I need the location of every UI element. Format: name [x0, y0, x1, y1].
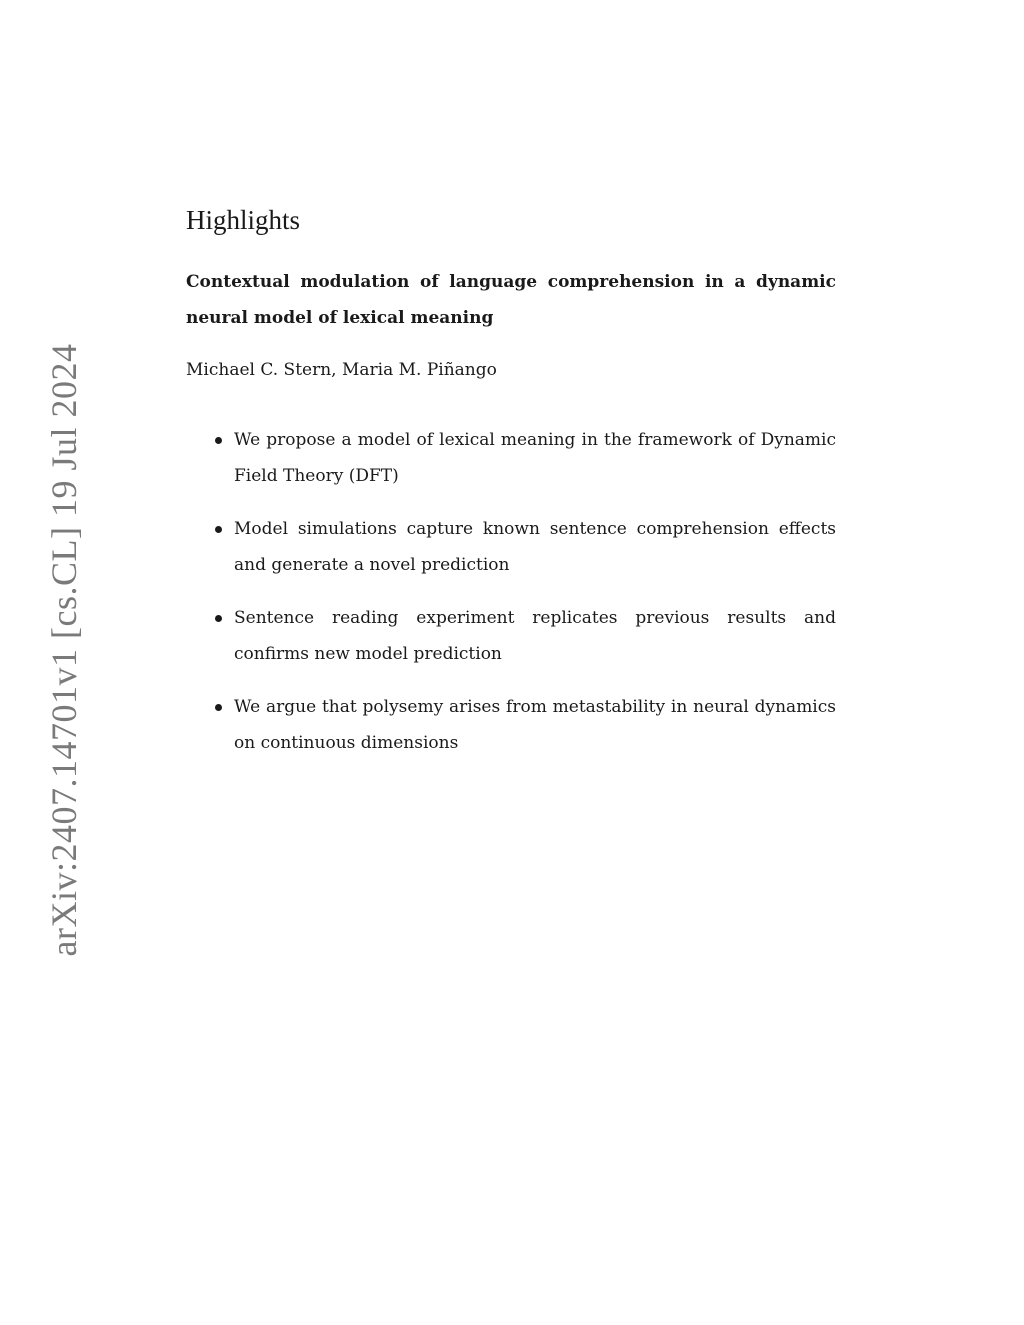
section-heading: Highlights — [186, 205, 301, 235]
highlight-text: We propose a model of lexical meaning in the framework of Dynamic Field Theory (DFT) — [234, 430, 836, 486]
author-list: Michael C. Stern, Maria M. Piñango — [186, 360, 497, 380]
bullet-icon — [215, 526, 222, 533]
bullet-icon — [215, 615, 222, 622]
highlight-item — [186, 422, 836, 494]
highlights-page — [186, 200, 836, 778]
highlights-list — [186, 422, 836, 761]
highlight-item — [186, 511, 836, 583]
highlight-text: Sentence reading experiment replicates previous results and confirms new model prediction — [234, 608, 836, 664]
highlight-item — [186, 689, 836, 761]
bullet-icon — [215, 704, 222, 711]
highlight-item — [186, 600, 836, 672]
paper-title: Contextual modulation of language comprehension in a dynamic neural model of lexical meaning — [186, 272, 836, 328]
arxiv-identifier-stamp: arXiv:2407.14701v1 [cs.CL] 19 Jul 2024 — [44, 343, 84, 957]
bullet-icon — [215, 437, 222, 444]
highlight-text: We argue that polysemy arises from metastability in neural dynamics on continuous dimensions — [234, 697, 836, 753]
highlight-text: Model simulations capture known sentence comprehension effects and generate a novel prediction — [234, 519, 836, 575]
